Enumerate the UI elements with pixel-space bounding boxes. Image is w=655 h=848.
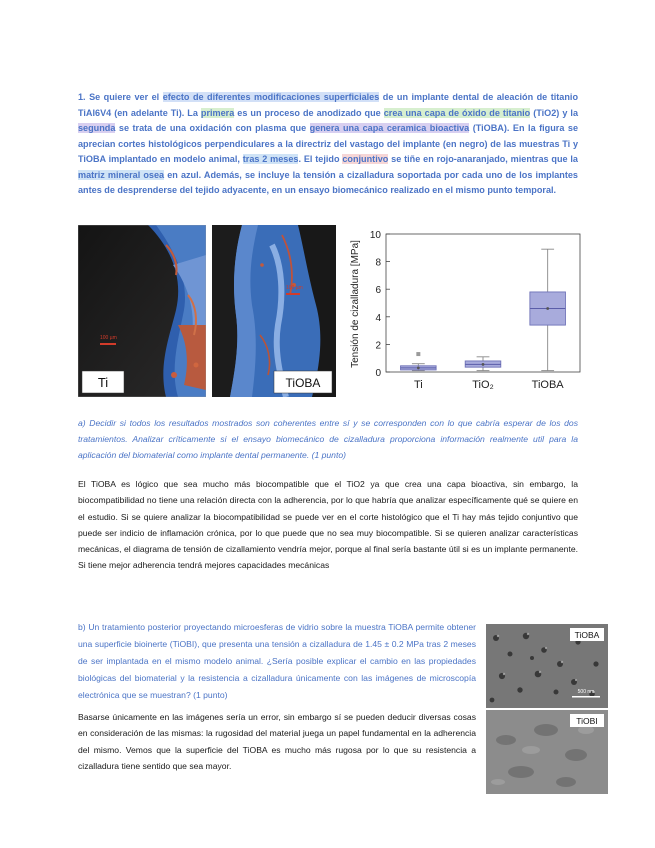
histology-ti-image	[78, 225, 206, 397]
x-tick-label: Ti	[413, 379, 423, 391]
y-tick-label: 10	[369, 230, 381, 241]
shear-stress-chart	[342, 222, 587, 400]
box-mean-point	[417, 366, 420, 369]
highlight-effect: efecto de diferentes modificaciones superficiales	[162, 92, 380, 102]
chart-y-ticks	[370, 230, 390, 379]
highlight-connective: conjuntivo	[342, 154, 389, 164]
q1-text: es un proceso de anodizado que	[234, 107, 384, 118]
ti-scale-label: 100 µm	[100, 335, 117, 341]
q1-text: 1. Se quiere ver el	[78, 92, 163, 102]
q1-text: se tiñe en rojo-anaranjado, mientras que la	[388, 154, 578, 164]
y-tick-label: 2	[375, 340, 381, 352]
sem-tiobi-texture	[486, 710, 608, 794]
question-b-text: Un tratamiento posterior proyectando microesferas de vidrio sobre la muestra TiOBA permite obtener una superficie bioinerte (TiOBI), que presenta una tensión a cizalladura de 1.45 ± 0.2 MPa tras 2 meses de ser implantada en el mismo modelo animal. ¿Sería posible explicar el cambio en las propiedades biológicas del biomaterial y la resistencia a cizalladura únicamente con las imágenes de microscopía electrónica que se muestran? (1 punto)	[78, 622, 476, 700]
highlight-second: segunda	[78, 123, 116, 133]
tioba-scale-label: 100 µm	[286, 285, 303, 291]
y-tick-label: 0	[375, 368, 381, 379]
q1-text: en azul. Además, se incluye la tensión a cizalladura soportada por cada uno de los implantes antes de desprenderse del tejido adyacente, en un ensayo biomecánico realizado en el mismo punto temporal.	[78, 169, 578, 195]
x-tick-label: TiOBA	[531, 379, 564, 391]
histology-ti-illustration	[78, 225, 206, 397]
y-tick-label: 6	[375, 285, 381, 297]
y-tick-label: 4	[375, 312, 381, 324]
question-a-label: a)	[78, 418, 86, 428]
q1-text: (TiO2) y la	[530, 107, 579, 118]
question-a	[78, 416, 578, 463]
sem-tiobi-image	[486, 710, 608, 794]
highlight-bone-matrix: matriz mineral osea	[78, 169, 165, 180]
q1-text: (TiOBA). En la figura se aprecian cortes histológicos perpendiculares a la directriz del vastago del implante (en negro) de las muestras Ti y TiOBA implantado en modelo animal,	[78, 123, 579, 164]
ti-image-label: Ti	[97, 375, 109, 390]
q1-text: . El tejido	[298, 154, 343, 164]
chart-x-labels	[414, 379, 564, 391]
answer-a: El TiOBA es lógico que sea mucho más biocompatible que el TiO2 ya que crea una capa bioactiva, sin embargo, la biocompatibilidad no tiene una relación directa con la adherencia, por lo que habría que analizar específicamente qué se quiere en el estudio. Si se quiere analizar la biocompatibilidad se puede ver en el corte histológico que el Ti hay más tejido conjuntivo que puede ser indicio de inflamación crónica, por lo que puede que no sea muy biocompatible. Si se quieren analizar características mecánicas, el diagrama de tensión de cizallamiento vendría mejor, porque al final sería bastante útil si es un implante permanente. Si tiene mejor adherencia tendrá mejores capacidades mecánicas	[78, 479, 578, 571]
chart-y-axis-label: Tensión de cizalladura [MPa]	[350, 240, 361, 368]
highlight-first: primera	[200, 107, 235, 118]
box-plot-svg	[342, 222, 587, 400]
histology-tioba-image	[212, 225, 336, 397]
sem-tioba-image	[486, 624, 608, 708]
highlight-oxide-layer: crea una capa de óxido de titanio	[383, 107, 531, 118]
x-tick-label: TiO₂	[472, 379, 494, 391]
histology-tioba-illustration	[212, 225, 336, 397]
question-1-text	[78, 90, 578, 199]
box-mean-point	[482, 363, 485, 366]
y-tick-label: 8	[375, 257, 381, 269]
sem-tiobi-label: TiOBI	[576, 716, 598, 726]
question-a-text: Decidir si todos los resultados mostrados son coherentes entre sí y se corresponden con lo que cabría esperar de los dos tratamientos. Analizar críticamente si el ensayo biomecánico de cizalladura proporciona información realmente util para la aplicación del biomaterial como implante dental permanente. (1 punto)	[78, 418, 578, 460]
chart-boxes	[401, 249, 566, 370]
sem-tioba-label: TiOBA	[574, 630, 600, 640]
box-outlier	[416, 352, 420, 356]
tioba-image-label: TiOBA	[285, 376, 321, 390]
sem-scale-label: 500 nm	[577, 689, 595, 695]
highlight-two-months: tras 2 meses	[242, 154, 299, 164]
sem-tioba-texture	[486, 624, 608, 708]
q1-text: de un implante dental de aleación de titanio TiAl6V4 (en adelante Ti). La	[78, 92, 579, 118]
question-b-label: b)	[78, 622, 86, 632]
answer-b: Basarse únicamente en las imágenes sería un error, sin embargo sí se pueden deducir diversas cosas en consideración de las mismas: la rugosidad del material juega un papel fundamental en la adherencia del mismo. Vemos que la superficie del TiOBA es mucho más rugosa por lo que su resistencia a cizalladura tiene sentido que sea mayor.	[78, 712, 476, 771]
highlight-ceramic-layer: genera una capa ceramica bioactiva	[309, 123, 470, 133]
q1-text: se trata de una oxidación con plasma que	[115, 123, 310, 133]
question-b	[78, 619, 476, 704]
box-mean-point	[546, 307, 549, 310]
